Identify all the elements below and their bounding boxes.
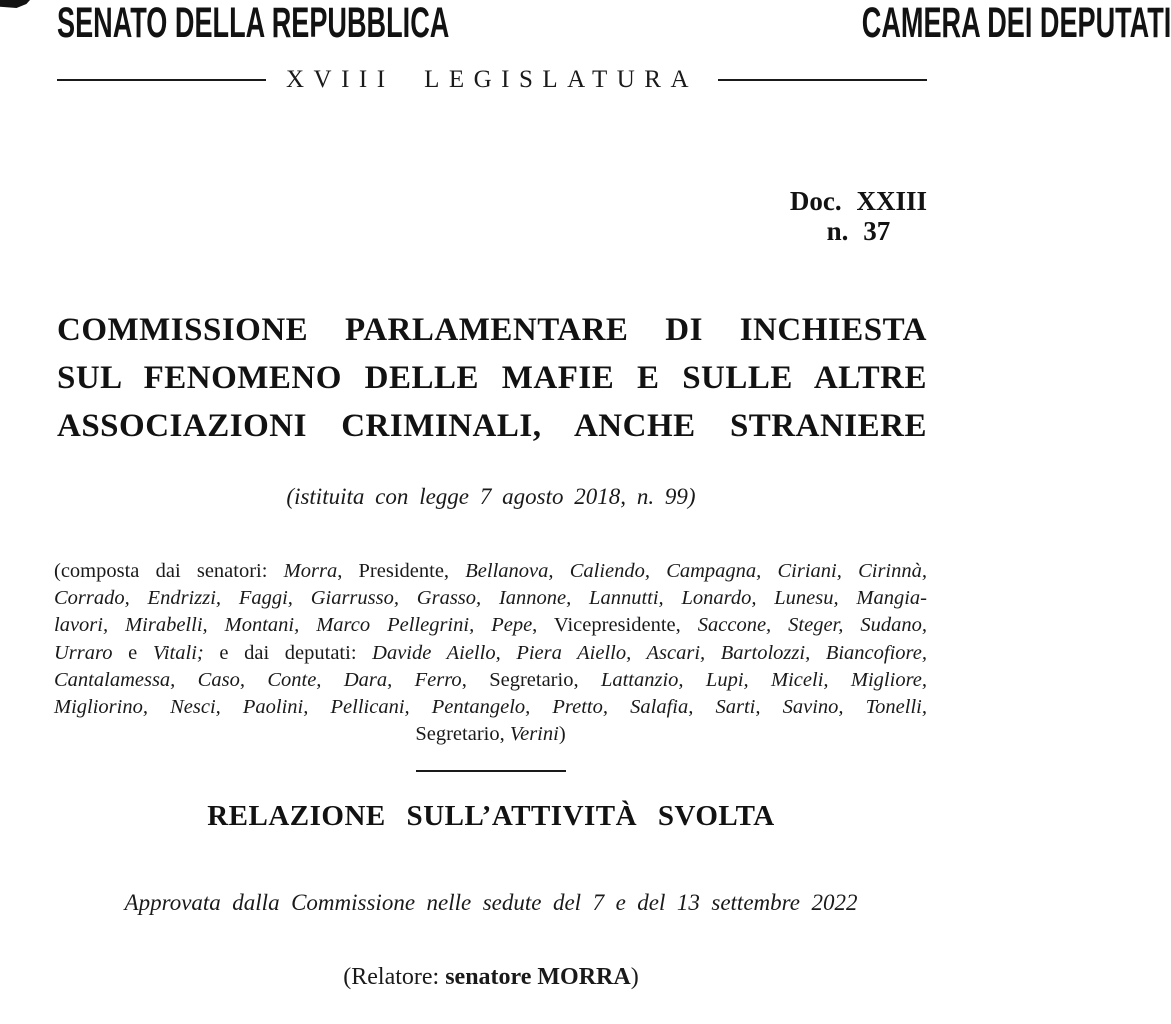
rapporteur-suffix: )	[630, 964, 639, 990]
rapporteur-line	[0, 964, 982, 991]
separator-rule	[416, 770, 566, 772]
scan-artifact	[0, 0, 30, 8]
role-text: e dai deputati:	[203, 641, 373, 664]
composition-line	[54, 640, 927, 667]
member-name: Urraro	[54, 641, 113, 664]
legislature-rule-right	[718, 79, 927, 81]
member-name: Vitali;	[152, 641, 204, 664]
role-text: , Segretario,	[461, 668, 601, 691]
law-subtitle: (istituita con legge 7 agosto 2018, n. 99)	[286, 484, 696, 509]
legislature-label: XVIII LEGISLATURA	[285, 66, 699, 93]
approval-note: Approvata dalla Commissione nelle sedute del 7 e del 13 settembre 2022	[124, 890, 858, 915]
doc-number-line1: Doc. XXIII	[789, 186, 927, 216]
rapporteur-prefix: (Relatore:	[343, 964, 446, 990]
senate-header: SENATO DELLA REPUBBLICA	[57, 0, 450, 47]
role-text: Segretario,	[415, 723, 510, 746]
member-name: Saccone, Steger, Sudano,	[697, 614, 927, 637]
composition-line	[54, 612, 927, 639]
role-text: , Vicepresidente,	[532, 614, 698, 637]
composition-line	[54, 721, 927, 748]
composition-line	[54, 667, 927, 694]
member-name: Verini	[509, 723, 559, 746]
commission-title-line: ASSOCIAZIONI CRIMINALI, ANCHE STRANIERE	[57, 408, 927, 444]
member-name: lavori, Mirabelli, Montani, Marco Pellegrini, Pepe	[54, 614, 533, 637]
composition-line	[54, 694, 927, 721]
member-name: Morra	[283, 560, 338, 582]
legislature-rule-left	[57, 79, 266, 81]
doc-number	[790, 186, 927, 246]
report-title: RELAZIONE SULL’ATTIVITÀ SVOLTA	[207, 800, 775, 832]
legislature-banner	[57, 64, 927, 96]
composition-paragraph	[54, 558, 927, 748]
member-name: Davide Aiello, Piera Aiello, Ascari, Bartolozzi, Biancofiore,	[372, 641, 927, 664]
member-name: Lattanzio, Lupi, Miceli, Migliore,	[600, 668, 928, 691]
member-name: Migliorino, Nesci, Paolini, Pellicani, Pentangelo, Pretto, Salafia, Sarti, Savino, Tonelli,	[54, 696, 927, 719]
composition-line	[54, 558, 927, 585]
commission-title-line: SUL FENOMENO DELLE MAFIE E SULLE ALTRE	[57, 360, 927, 396]
doc-number-line2: n. 37	[826, 216, 891, 246]
rapporteur-name: senatore MORRA	[445, 964, 631, 990]
role-text: (composta dai senatori:	[54, 560, 284, 582]
composition-line	[54, 585, 927, 612]
institution-header-row	[57, 0, 1171, 47]
commission-title	[57, 306, 927, 450]
commission-title-line: COMMISSIONE PARLAMENTARE DI INCHIESTA	[57, 312, 927, 348]
member-name: Bellanova, Caliendo, Campagna, Ciriani, Cirinnà,	[465, 560, 927, 582]
chamber-header: CAMERA DEI DEPUTATI	[861, 0, 1171, 47]
role-text: )	[558, 723, 566, 746]
role-text: , Presidente,	[337, 560, 466, 582]
role-text: e	[112, 641, 153, 664]
member-name: Corrado, Endrizzi, Faggi, Giarrusso, Grasso, Iannone, Lannutti, Lonardo, Lunesu, Mangia-	[54, 587, 927, 610]
member-name: Cantalamessa, Caso, Conte, Dara, Ferro	[54, 668, 462, 691]
